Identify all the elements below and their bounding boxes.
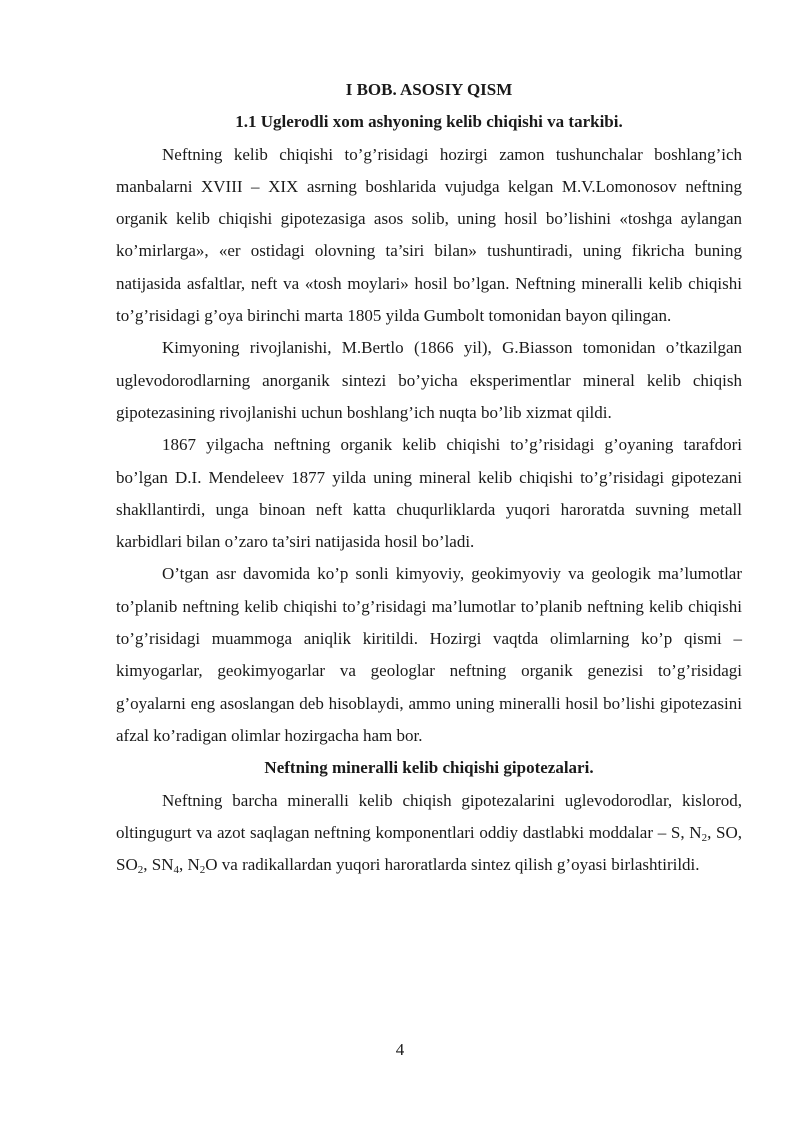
paragraph-1: Neftning kelib chiqishi to’g’risidagi hozirgi zamon tushunchalar boshlang’ich manbalarni XVIII – XIX asrning boshlarida vujudga kelgan M.V.Lomonosov neftning organik kelib chiqishi gipotezasiga asos solib, uning hosil bo’lishini «toshga aylangan ko’mirlarga», «er ostidagi olovning ta’siri bilan» tushuntiradi, uning fikricha buning natijasida asfaltlar, neft va «tosh moylari» hosil bo’lgan. Neftning mineralli kelib chiqishi to’g’risidagi g’oya birinchi marta 1805 yilda Gumbolt tomonidan bayon qilingan. [116, 144, 742, 326]
subscript-2: 2 [137, 864, 144, 877]
subscript-3: 4 [173, 864, 179, 877]
subscript-4: 2 [199, 864, 206, 877]
paragraph-5-text-a: Neftning barcha mineralli kelib chiqish gipotezalarini uglevodorodlar, kislorod, oltingugurt va azot saqlagan neftning komponentlari oddiy dastlabki moddalar – S, N [116, 790, 742, 842]
paragraph-5 [116, 785, 742, 882]
document-page [116, 74, 742, 881]
paragraph-5-text-e: O va radikallardan yuqori haroratlarda sintez qilish g’oyasi birlashtirildi. [205, 855, 700, 875]
subheading: Neftning mineralli kelib chiqishi gipotezalari. [264, 758, 594, 778]
section-title: 1.1 Uglerodli xom ashyoning kelib chiqishi va tarkibi. [235, 112, 623, 132]
subscript-1: 2 [701, 831, 708, 844]
page-number: 4 [395, 1040, 405, 1059]
paragraph-3: 1867 yilgacha neftning organik kelib chiqishi to’g’risidagi g’oyaning tarafdori bo’lgan D.I. Mendeleev 1877 yilda uning mineral kelib chiqishi to’g’risidagi gipotezani shakllantirdi, unga binoan neft katta chuqurliklarda yuqori haroratda suvning metall karbidlari bilan o’zaro ta’siri natijasida hosil bo’ladi. [116, 435, 742, 552]
paragraph-5-text-c: , SN [143, 855, 174, 875]
paragraph-5-text-b: , SO, SO [116, 822, 743, 875]
paragraph-5-text-d: , N [178, 855, 200, 875]
chapter-title: I BOB. ASOSIY QISM [345, 80, 513, 99]
paragraph-2: Kimyoning rivojlanishi, M.Bertlo (1866 yil), G.Biasson tomonidan o’tkazilgan uglevodorodlarning anorganik sintezi bo’yicha eksperimentlar mineral kelib chiqish gipotezasining rivojlanishi uchun boshlang’ich nuqta bo’lib xizmat qildi. [116, 338, 742, 422]
paragraph-4: O’tgan asr davomida ko’p sonli kimyoviy, geokimyoviy va geologik ma’lumotlar to’planib neftning kelib chiqishi to’g’risidagi ma’lumotlar to’planib neftning kelib chiqishi to’g’risidagi muammoga aniqlik kiritildi. Hozirgi vaqtda olimlarning ko’p qismi – kimyogarlar, geokimyogarlar va geologlar neftning organik genezisi to’g’risidagi g’oyalarni eng asoslangan deb hisoblaydi, ammo uning mineralli hosil bo’lishi gipotezasini afzal ko’radigan olimlar hozirgacha ham bor. [116, 564, 742, 745]
